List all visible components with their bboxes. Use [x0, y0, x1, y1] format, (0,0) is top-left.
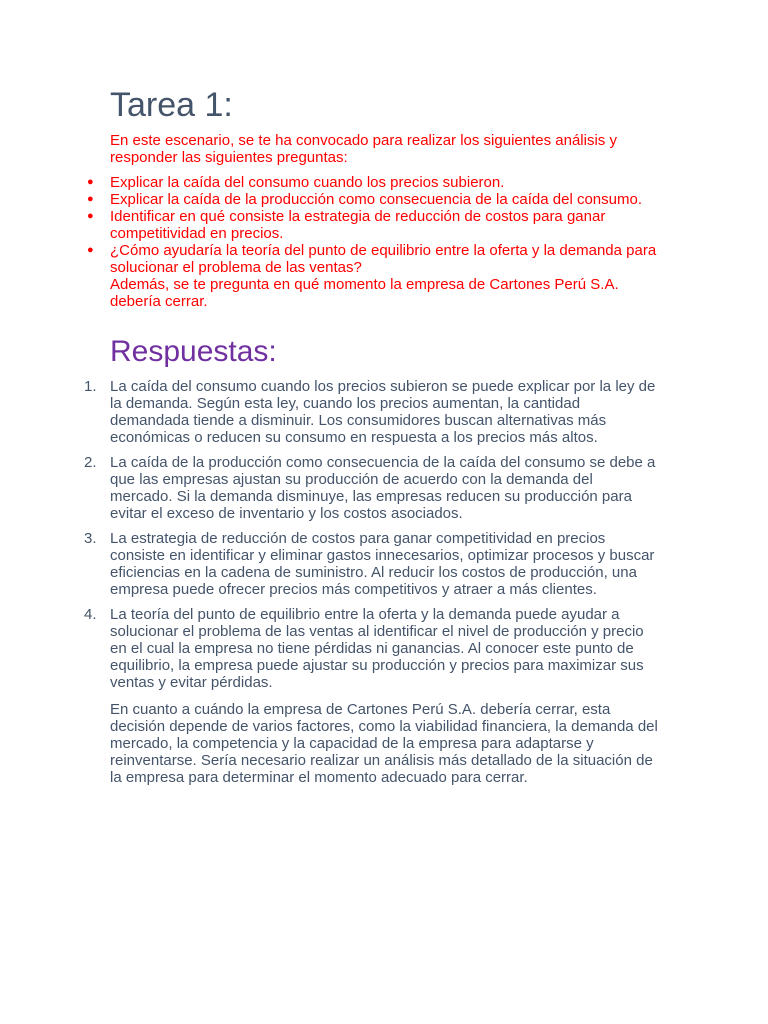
answers-list [84, 378, 658, 794]
bullet-icon: ● [87, 193, 94, 205]
task-text: ¿Cómo ayudaría la teoría del punto de equilibrio entre la oferta y la demanda para solucionar el problema de las ventas? [110, 242, 657, 276]
list-item [87, 174, 670, 191]
answer-number: 2. [84, 454, 97, 471]
list-item [87, 191, 670, 208]
bullet-icon: ● [87, 210, 94, 222]
list-item [87, 208, 670, 242]
task-list [87, 174, 670, 310]
list-item [84, 606, 658, 786]
answer-closing-paragraph: En cuanto a cuándo la empresa de Cartones Perú S.A. debería cerrar, esta decisión depende de varios factores, como la viabilidad financiera, la demanda del mercado, la competencia y la capacidad de la empresa para adaptarse y reinventarse. Sería necesario realizar un análisis más detallado de la situación de la empresa para determinar el momento adecuado para cerrar. [110, 701, 658, 786]
bullet-icon: ● [87, 176, 94, 188]
task-text: Explicar la caída de la producción como consecuencia de la caída del consumo. [110, 191, 642, 208]
answer-number: 1. [84, 378, 97, 395]
answer-number: 3. [84, 530, 97, 547]
task-text: Identificar en qué consiste la estrategia de reducción de costos para ganar competitividad en precios. [110, 208, 606, 242]
answer-text: La teoría del punto de equilibrio entre la oferta y la demanda puede ayudar a solucionar el problema de las ventas al identificar el nivel de producción y precio en el cual la empresa no tiene pérdidas ni ganancias. Al conocer este punto de equilibrio, la empresa puede ajustar su producción y precios para maximizar sus ventas y evitar pérdidas. [110, 606, 644, 691]
answer-text: La caída del consumo cuando los precios subieron se puede explicar por la ley de la demanda. Según esta ley, cuando los precios aumentan, la cantidad demandada tiende a disminuir. Los consumidores buscan alternativas más económicas o reducen su consumo en respuesta a los precios más altos. [110, 378, 656, 446]
task-text: Explicar la caída del consumo cuando los precios subieron. [110, 174, 505, 191]
bullet-icon: ● [87, 244, 94, 256]
page-title: Tarea 1: [110, 86, 233, 124]
list-item [84, 378, 658, 446]
answers-heading: Respuestas: [110, 335, 277, 368]
list-item [84, 454, 658, 522]
list-item [84, 530, 658, 598]
answer-text: La estrategia de reducción de costos para ganar competitividad en precios consiste en identificar y eliminar gastos innecesarios, optimizar procesos y buscar eficiencias en la cadena de suministro. Al reducir los costos de producción, una empresa puede ofrecer precios más competitivos y atraer a más clientes. [110, 530, 655, 598]
answer-text: La caída de la producción como consecuencia de la caída del consumo se debe a que las empresas ajustan su producción de acuerdo con la demanda del mercado. Si la demanda disminuye, las empresas reducen su producción para evitar el exceso de inventario y los costos asociados. [110, 454, 656, 522]
task-intro: En este escenario, se te ha convocado para realizar los siguientes análisis y responder las siguientes preguntas: [110, 132, 617, 166]
task-extra-question: Además, se te pregunta en qué momento la empresa de Cartones Perú S.A. debería cerrar. [110, 276, 619, 310]
answer-number: 4. [84, 606, 97, 623]
list-item [87, 242, 670, 310]
